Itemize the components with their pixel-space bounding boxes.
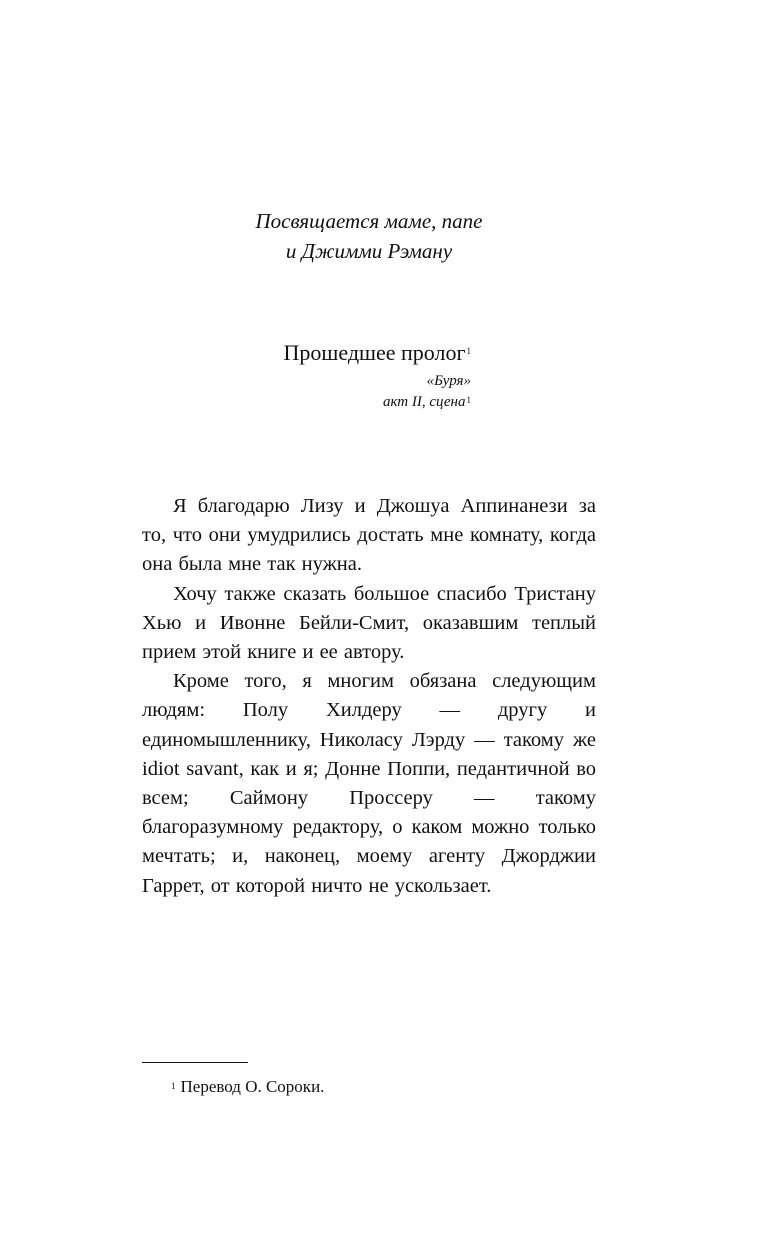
epigraph-title [284,339,471,367]
acknowledgements [142,492,596,901]
epigraph-source-scene-text: акт II, сцена [382,394,466,410]
epigraph-title-text: Прошедшее пролог [283,340,466,365]
epigraph-source-scene [383,392,471,412]
epigraph-source-work: «Буря» [426,373,471,389]
footnote-text: Перевод О. Сороки. [180,1077,325,1096]
footnote [171,1076,324,1098]
epigraph-title-footnote-marker: 1 [466,346,471,356]
acknowledgement-paragraph: Я благодарю Лизу и Джошуа Аппинанези за то, что они умудрились достать мне комнату, когда она была мне так нужна. [142,495,596,576]
footnote-divider [142,1062,248,1063]
acknowledgement-paragraph: Хочу также сказать большое спасибо Тристану Хью и Ивонне Бейли-Смит, оказавшим теплый прием этой книге и ее автору. [142,582,596,664]
dedication-line-2: и Джимми Рэману [285,239,453,263]
epigraph-source-footnote-marker: 1 [466,395,471,405]
dedication-line-1: Посвящается маме, папе [255,209,483,233]
footnote-marker: 1 [171,1081,176,1091]
acknowledgement-paragraph: Кроме того, я многим обязана следующим людям: Полу Хилдеру — другу и единомышленнику, Николасу Лэрду — такому же idiot savant, как и я; Донне Поппи, педантичной во всем; Саймону Проссеру — такому благоразумному редактору, о каком можно только мечтать; и, наконец, моему агенту Джорджии Гаррет, от которой ничто не ускользает. [142,670,596,897]
dedication [0,206,738,266]
